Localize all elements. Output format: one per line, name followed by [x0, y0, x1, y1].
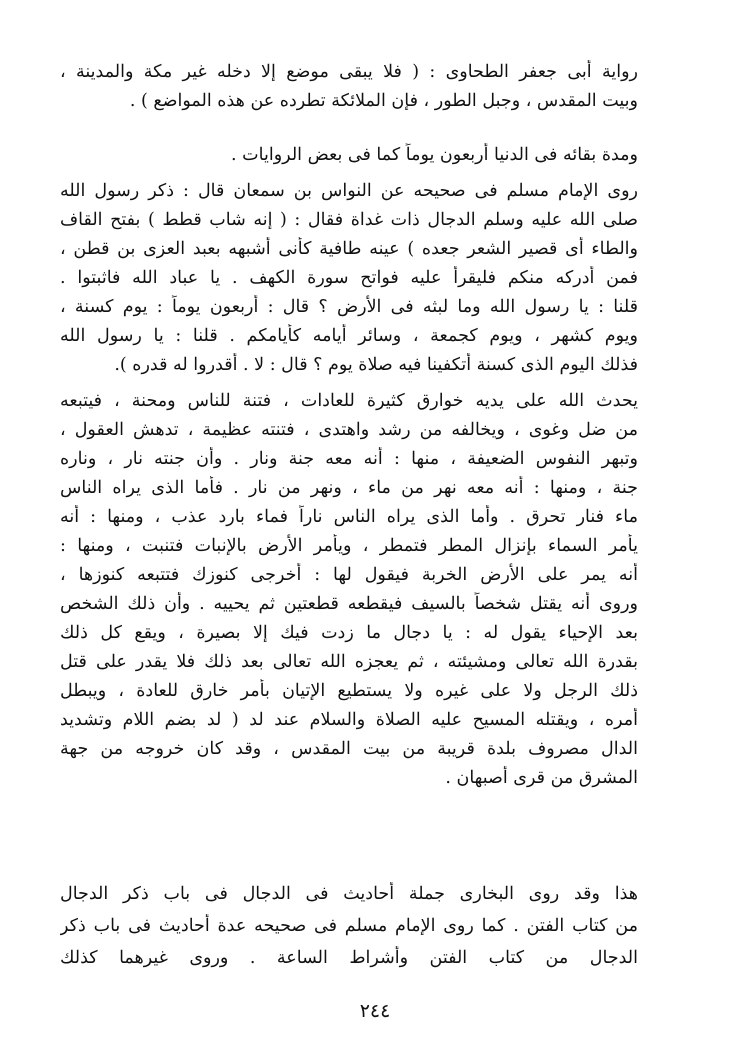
text-line: رواية أبى جعفر الطحاوى : ( فلا يبقى موضع إلا دخله غير مكة والمدينة ، — [60, 62, 638, 82]
text-line: جنة ، ومنها : أنه معه نهر من ماء ، ونهر من نار . فأما الذى يراه الناس — [60, 478, 638, 498]
text-line: بعد الإحياء يقول له : يا دجال ما زدت فيك إلا بصيرة ، ويقع كل ذلك — [60, 623, 638, 643]
text-line: ومدة بقائه فى الدنيا أربعون يوماً كما فى بعض الروايات . — [231, 145, 638, 165]
text-line: يأمر السماء بإنزال المطر فتمطر ، ويأمر الأرض بالإنبات فتنبت ، ومنها : — [60, 536, 638, 556]
text-line: هذا وقد روى البخارى جملة أحاديث فى الدجال فى باب ذكر الدجال — [60, 884, 638, 904]
text-line: روى الإمام مسلم فى صحيحه عن النواس بن سمعان قال : ذكر رسول الله — [60, 181, 638, 201]
text-line: أنه يمر على الأرض الخربة فيقول لها : أخرجى كنوزك فتتبعه كنوزها ، — [60, 565, 638, 585]
text-line: الدال مصروف بلدة قريبة من بيت المقدس ، وقد كان خروجه من جهة — [60, 739, 638, 759]
text-line: بقدرة الله تعالى ومشيئته ، ثم يعجزه الله تعالى بعد ذلك فلا يقدر على قتل — [60, 652, 638, 672]
text-line: صلى الله عليه وسلم الدجال ذات غداة فقال : ( إنه شاب قطط ) بفتح القاف — [60, 210, 638, 230]
text-line: فمن أدركه منكم فليقرأ عليه فواتح سورة الكهف . يا عباد الله فاثبتوا . — [60, 268, 638, 288]
text-line: وروى أنه يقتل شخصاً بالسيف فيقطعه قطعتين ثم يحييه . وأن ذلك الشخص — [60, 594, 638, 614]
text-line: قلنا : يا رسول الله وما لبثه فى الأرض ؟ قال : أربعون يوماً : يوم كسنة ، — [60, 297, 638, 317]
text-line: ماء فنار تحرق . وأما الذى يراه الناس ناراً فماء بارد عذب ، ومنها : أنه — [60, 507, 638, 527]
page-number: ٢٤٤ — [359, 1000, 391, 1022]
text-line: أمره ، ويقتله المسيح عليه الصلاة والسلام عند لد ( لد بضم اللام وتشديد — [60, 710, 638, 730]
text-line: ذلك الرجل ولا على غيره ولا يستطيع الإتيان بأمر خارق للعادة ، ويبطل — [60, 681, 638, 701]
text-line: من كتاب الفتن . كما روى الإمام مسلم فى صحيحه عدة أحاديث فى باب ذكر — [60, 916, 638, 936]
text-line: يحدث الله على يديه خوارق كثيرة للعادات ، فتنة للناس ومحنة ، فيتبعه — [60, 391, 638, 411]
text-line: وتبهر النفوس الضعيفة ، منها : أنه معه جنة ونار . وأن جنته نار ، وناره — [60, 449, 638, 469]
text-line: المشرق من قرى أصبهان . — [445, 768, 638, 788]
text-line: والطاء أى قصير الشعر جعده ) عينه طافية كأنى أشبهه بعبد العزى بن قطن ، — [60, 239, 638, 259]
text-line: ويوم كشهر ، ويوم كجمعة ، وسائر أيامه كأيامكم . قلنا : يا رسول الله — [60, 326, 638, 346]
text-line: الدجال من كتاب الفتن وأشراط الساعة . وروى غيرهما كذلك — [60, 948, 638, 968]
text-line: فذلك اليوم الذى كسنة أتكفينا فيه صلاة يوم ؟ قال : لا . أقدروا له قدره ). — [114, 355, 638, 375]
text-line: من ضل وغوى ، ويخالفه من رشد واهتدى ، فتنته عظيمة ، تدهش العقول ، — [60, 420, 638, 440]
text-line: وبيت المقدس ، وجبل الطور ، فإن الملائكة تطرده عن هذه المواضع ) . — [129, 91, 638, 111]
